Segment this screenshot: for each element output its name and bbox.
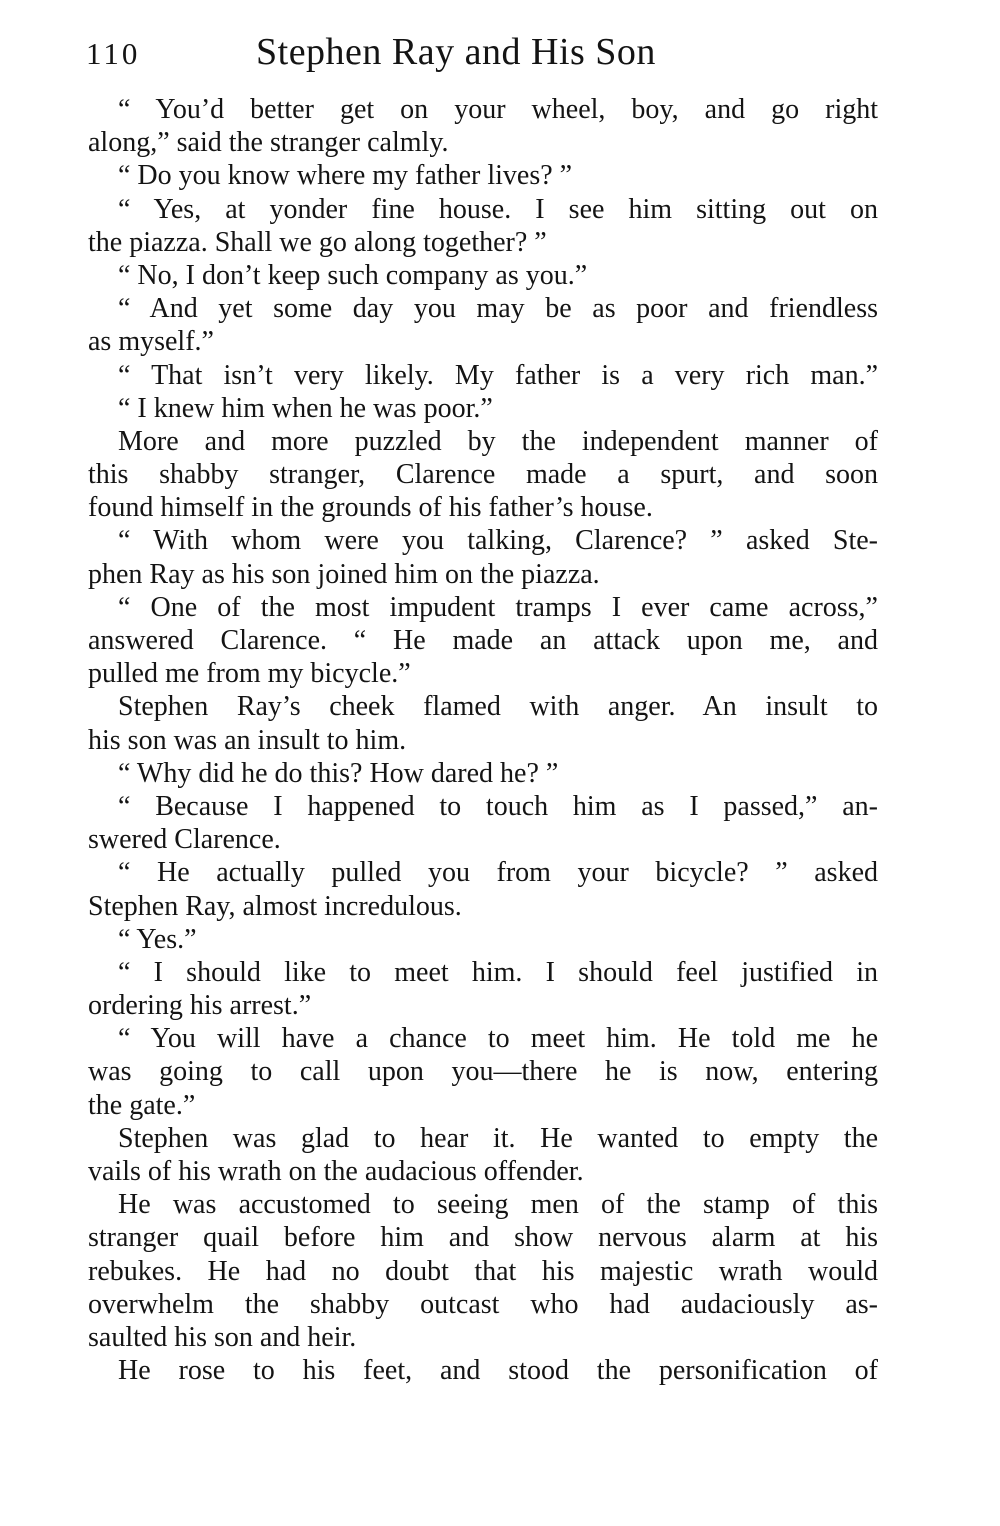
text-line: Stephen was glad to hear it. He wanted to empty the — [118, 1122, 878, 1154]
text-line: More and more puzzled by the independent manner of — [118, 425, 878, 457]
text-line: “ You’d better get on your wheel, boy, and go right — [118, 94, 878, 125]
text-line: was going to call upon you—there he is now, entering — [88, 1056, 878, 1088]
text-line: “ That isn’t very likely. My father is a very rich man.” — [118, 359, 878, 391]
text-line: “ He actually pulled you from your bicycle? ” asked — [118, 857, 878, 889]
text-line: He rose to his feet, and stood the personification of — [118, 1355, 878, 1387]
body-text — [88, 93, 878, 1387]
text-line: “ Yes.” — [118, 923, 197, 955]
text-line: “ With whom were you talking, Clarence? ” asked Ste- — [118, 525, 878, 557]
text-line: Stephen Ray, almost incredulous. — [88, 890, 462, 922]
running-title: Stephen Ray and His Son — [256, 31, 656, 73]
text-line: rebukes. He had no doubt that his majestic wrath would — [88, 1255, 878, 1287]
text-line: “ Do you know where my father lives? ” — [118, 160, 573, 192]
text-line: “ And yet some day you may be as poor and friendless — [118, 293, 878, 325]
text-line: “ Why did he do this? How dared he? ” — [118, 757, 559, 789]
text-line: his son was an insult to him. — [88, 724, 407, 756]
text-line: “ I should like to meet him. I should feel justified in — [118, 956, 878, 988]
text-line: Stephen Ray’s cheek flamed with anger. An insult to — [118, 691, 878, 723]
text-line: swered Clarence. — [88, 824, 281, 856]
text-line: found himself in the grounds of his father’s house. — [88, 492, 653, 524]
running-head — [86, 26, 886, 76]
text-line: vails of his wrath on the audacious offender. — [88, 1156, 584, 1187]
text-line: along,” said the stranger calmly. — [88, 127, 449, 159]
text-line: saulted his son and heir. — [88, 1321, 357, 1353]
page-number: 110 — [86, 36, 141, 71]
text-line: pulled me from my bicycle.” — [88, 658, 411, 690]
text-line: “ I knew him when he was poor.” — [118, 392, 493, 424]
text-line: stranger quail before him and show nervous alarm at his — [88, 1222, 878, 1254]
text-line: “ No, I don’t keep such company as you.” — [118, 259, 588, 291]
text-line: ordering his arrest.” — [88, 990, 312, 1022]
text-line: overwhelm the shabby outcast who had audaciously as- — [88, 1288, 878, 1320]
text-line: “ Yes, at yonder fine house. I see him sitting out on — [118, 193, 878, 225]
text-line: “ One of the most impudent tramps I ever came across,” — [118, 591, 878, 623]
text-line: “ You will have a chance to meet him. He told me he — [118, 1023, 878, 1055]
text-line: the gate.” — [88, 1089, 196, 1121]
text-line: the piazza. Shall we go along together? ” — [88, 226, 547, 258]
text-line: as myself.” — [88, 326, 214, 358]
text-line: this shabby stranger, Clarence made a spurt, and soon — [88, 459, 878, 491]
text-line: answered Clarence. “ He made an attack upon me, and — [88, 625, 878, 656]
text-line: phen Ray as his son joined him on the piazza. — [88, 558, 600, 590]
text-line: “ Because I happened to touch him as I passed,” an- — [118, 790, 878, 822]
text-line: He was accustomed to seeing men of the stamp of this — [118, 1189, 878, 1221]
